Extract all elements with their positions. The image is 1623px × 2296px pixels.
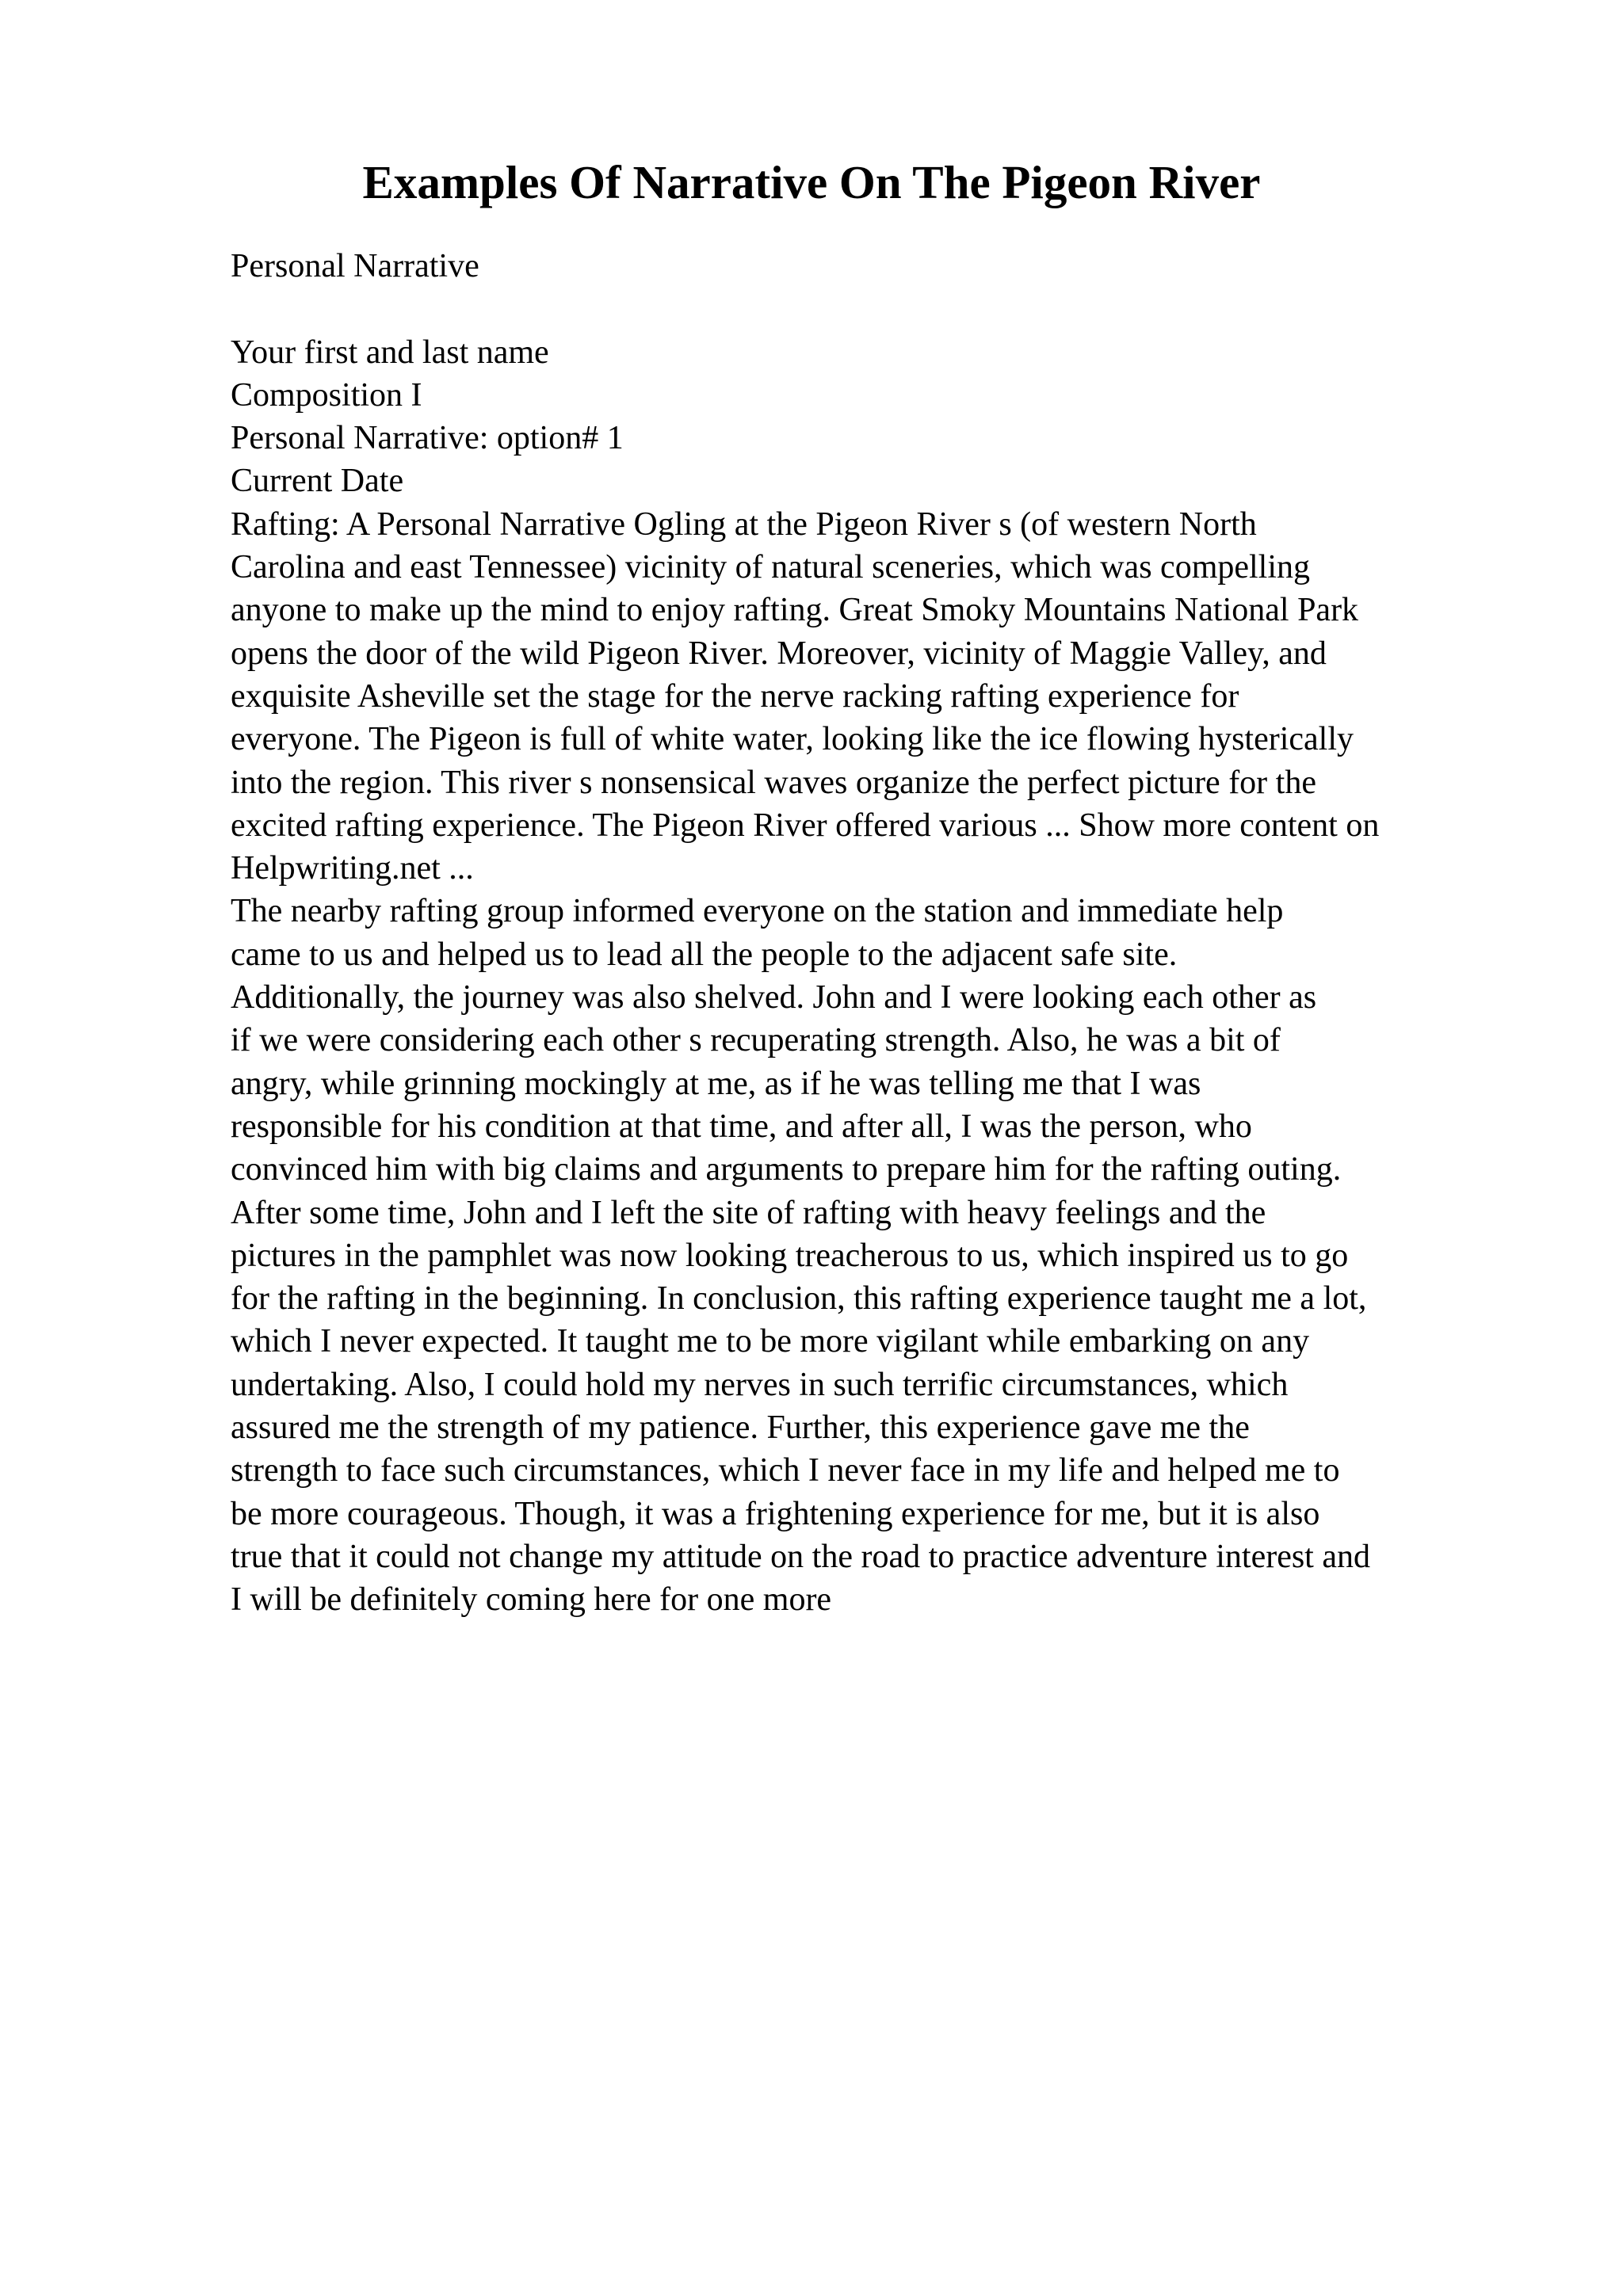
body-line: be more courageous. Though, it was a frightening experience for me, but it is also — [231, 1495, 1320, 1532]
body-line: opens the door of the wild Pigeon River. Moreover, vicinity of Maggie Valley, and — [231, 635, 1327, 672]
body-line: pictures in the pamphlet was now looking treacherous to us, which inspired us to go — [231, 1237, 1349, 1274]
body-text — [231, 503, 1530, 1622]
body-line: excited rafting experience. The Pigeon River offered various ... Show more content on — [231, 807, 1380, 844]
body-line: if we were considering each other s recuperating strength. Also, he was a bit of — [231, 1022, 1281, 1059]
body-line: for the rafting in the beginning. In conclusion, this rafting experience taught me a lot, — [231, 1280, 1367, 1318]
date-line: Current Date — [231, 463, 404, 500]
body-line: angry, while grinning mockingly at me, as if he was telling me that I was — [231, 1065, 1201, 1102]
course-line: Composition I — [231, 376, 422, 414]
body-line: The nearby rafting group informed everyone on the station and immediate help — [231, 893, 1284, 930]
body-line: everyone. The Pigeon is full of white water, looking like the ice flowing hysterically — [231, 721, 1354, 758]
body-line: assured me the strength of my patience. Further, this experience gave me the — [231, 1409, 1250, 1447]
body-line: true that it could not change my attitude on the road to practice adventure interest and — [231, 1538, 1370, 1575]
paragraph-spacer — [231, 288, 1530, 330]
body-line: After some time, John and I left the site of rafting with heavy feelings and the — [231, 1194, 1266, 1231]
body-line: Additionally, the journey was also shelved. John and I were looking each other as — [231, 979, 1317, 1016]
body-line: convinced him with big claims and arguments to prepare him for the rafting outing. — [231, 1151, 1342, 1188]
body-line: Helpwriting.net ... — [231, 850, 474, 887]
body-line: which I never expected. It taught me to be more vigilant while embarking on any — [231, 1323, 1310, 1360]
body-line: I will be definitely coming here for one more — [231, 1581, 832, 1619]
body-line: Rafting: A Personal Narrative Ogling at the Pigeon River s (of western North — [231, 505, 1257, 543]
body-line: into the region. This river s nonsensical waves organize the perfect picture for the — [231, 764, 1316, 801]
body-line: exquisite Asheville set the stage for the nerve racking rafting experience for — [231, 677, 1239, 715]
document-title: Examples Of Narrative On The Pigeon River — [362, 156, 1261, 208]
body-line: undertaking. Also, I could hold my nerves in such terrific circumstances, which — [231, 1366, 1289, 1403]
document-body — [231, 245, 1530, 1622]
document-subtitle: Personal Narrative — [231, 248, 479, 284]
author-name-line: Your first and last name — [231, 334, 549, 371]
body-line: Carolina and east Tennessee) vicinity of natural sceneries, which was compelling — [231, 549, 1311, 586]
body-line: responsible for his condition at that time, and after all, I was the person, who — [231, 1108, 1252, 1145]
body-line: came to us and helped us to lead all the people to the adjacent safe site. — [231, 936, 1178, 973]
header-block — [231, 331, 1530, 503]
body-line: anyone to make up the mind to enjoy rafting. Great Smoky Mountains National Park — [231, 592, 1359, 629]
body-line: strength to face such circumstances, which I never face in my life and helped me to — [231, 1452, 1340, 1489]
assignment-line: Personal Narrative: option# 1 — [231, 420, 624, 457]
